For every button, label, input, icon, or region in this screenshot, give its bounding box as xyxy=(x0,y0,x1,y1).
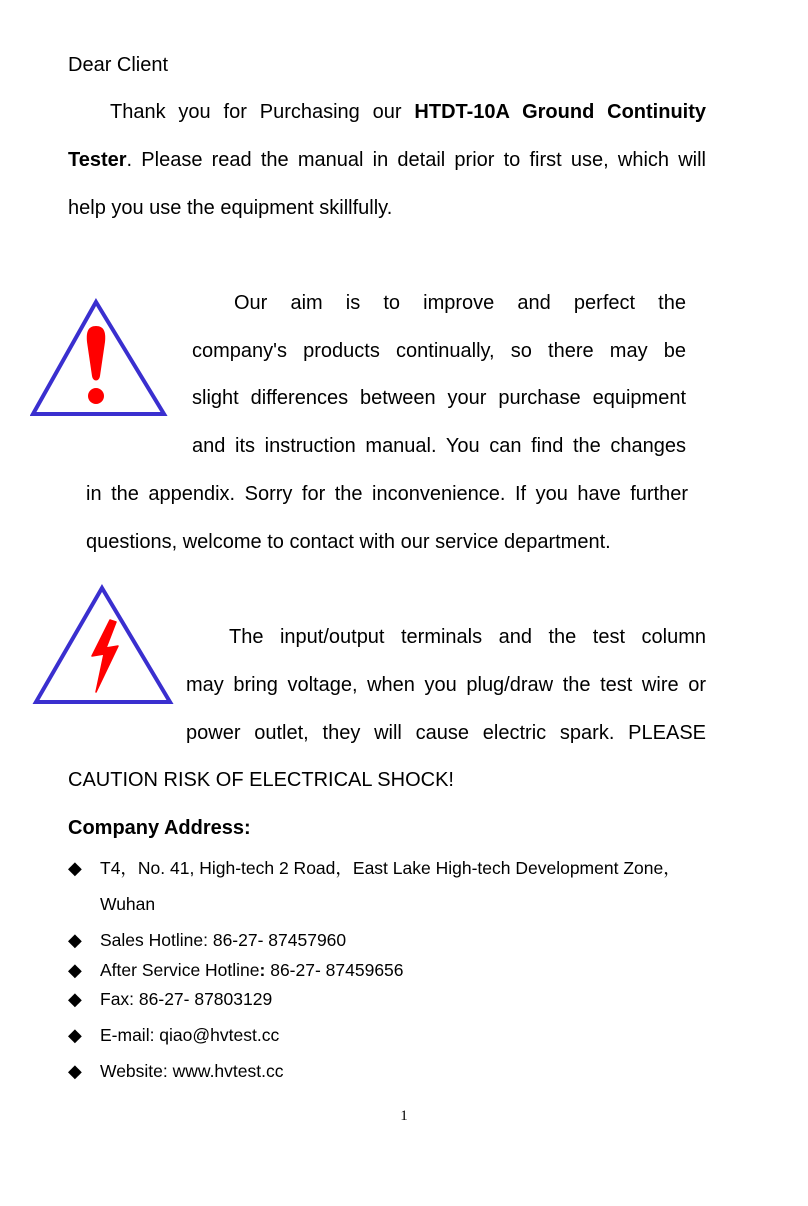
product-name: HTDT-10A Ground Continuity xyxy=(414,101,707,123)
notice-line-4: and its instruction manual. You can find the changes xyxy=(192,435,686,457)
address-line-2: Wuhan xyxy=(100,894,156,914)
email-item xyxy=(68,1022,279,1048)
bullet-diamond-icon: ◆ xyxy=(68,989,82,1009)
intro-text: . Please read the manual in detail prior to first use, which will xyxy=(126,149,706,171)
fax: Fax: 86-27- 87803129 xyxy=(100,989,273,1009)
address-line-1: T4，No. 41, High-tech 2 Road，East Lake High-tech Development Zone， xyxy=(100,858,681,878)
bullet-diamond-icon: ◆ xyxy=(68,858,82,878)
warning-line-2: may bring voltage, when you plug/draw the test wire or xyxy=(186,674,706,696)
notice-line-1: Our aim is to improve and perfect the xyxy=(234,292,686,314)
bullet-diamond-icon: ◆ xyxy=(68,1061,82,1081)
after-service-label: After Service Hotline xyxy=(100,960,260,980)
notice-line-3: slight differences between your purchase equipment xyxy=(192,387,686,409)
after-service-colon: : xyxy=(259,960,266,980)
website-item xyxy=(68,1058,284,1084)
notice-line-6: questions, welcome to contact with our service department. xyxy=(86,531,611,553)
exclamation-warning-icon xyxy=(30,298,168,418)
after-service-item xyxy=(68,957,404,983)
website[interactable]: Website: www.hvtest.cc xyxy=(100,1061,284,1081)
sales-hotline-item xyxy=(68,927,346,953)
bullet-diamond-icon: ◆ xyxy=(68,1025,82,1045)
bullet-diamond-icon: ◆ xyxy=(68,930,82,950)
company-heading: Company Address: xyxy=(68,817,251,839)
intro-text: Thank you for Purchasing our xyxy=(110,101,415,123)
bullet-diamond-icon: ◆ xyxy=(68,960,82,980)
intro-line-2 xyxy=(68,145,706,175)
email[interactable]: E-mail: qiao@hvtest.cc xyxy=(100,1025,280,1045)
fax-item xyxy=(68,986,272,1012)
warning-line-4: CAUTION RISK OF ELECTRICAL SHOCK! xyxy=(68,769,454,791)
after-service-number: 86-27- 87459656 xyxy=(265,960,404,980)
page-number: 1 xyxy=(400,1108,408,1124)
address-item xyxy=(68,855,681,881)
product-name-cont: Tester xyxy=(68,149,127,171)
intro-line-1 xyxy=(110,97,706,127)
warning-line-1: The input/output terminals and the test column xyxy=(229,626,706,648)
intro-line-3: help you use the equipment skillfully. xyxy=(68,197,393,219)
notice-line-5: in the appendix. Sorry for the inconvenience. If you have further xyxy=(86,483,688,505)
notice-line-2: company's products continually, so there may be xyxy=(192,340,686,362)
sales-hotline: Sales Hotline: 86-27- 87457960 xyxy=(100,930,347,950)
greeting: Dear Client xyxy=(68,54,169,76)
warning-line-3: power outlet, they will cause electric spark. PLEASE xyxy=(186,722,706,744)
electric-shock-warning-icon xyxy=(32,584,174,706)
